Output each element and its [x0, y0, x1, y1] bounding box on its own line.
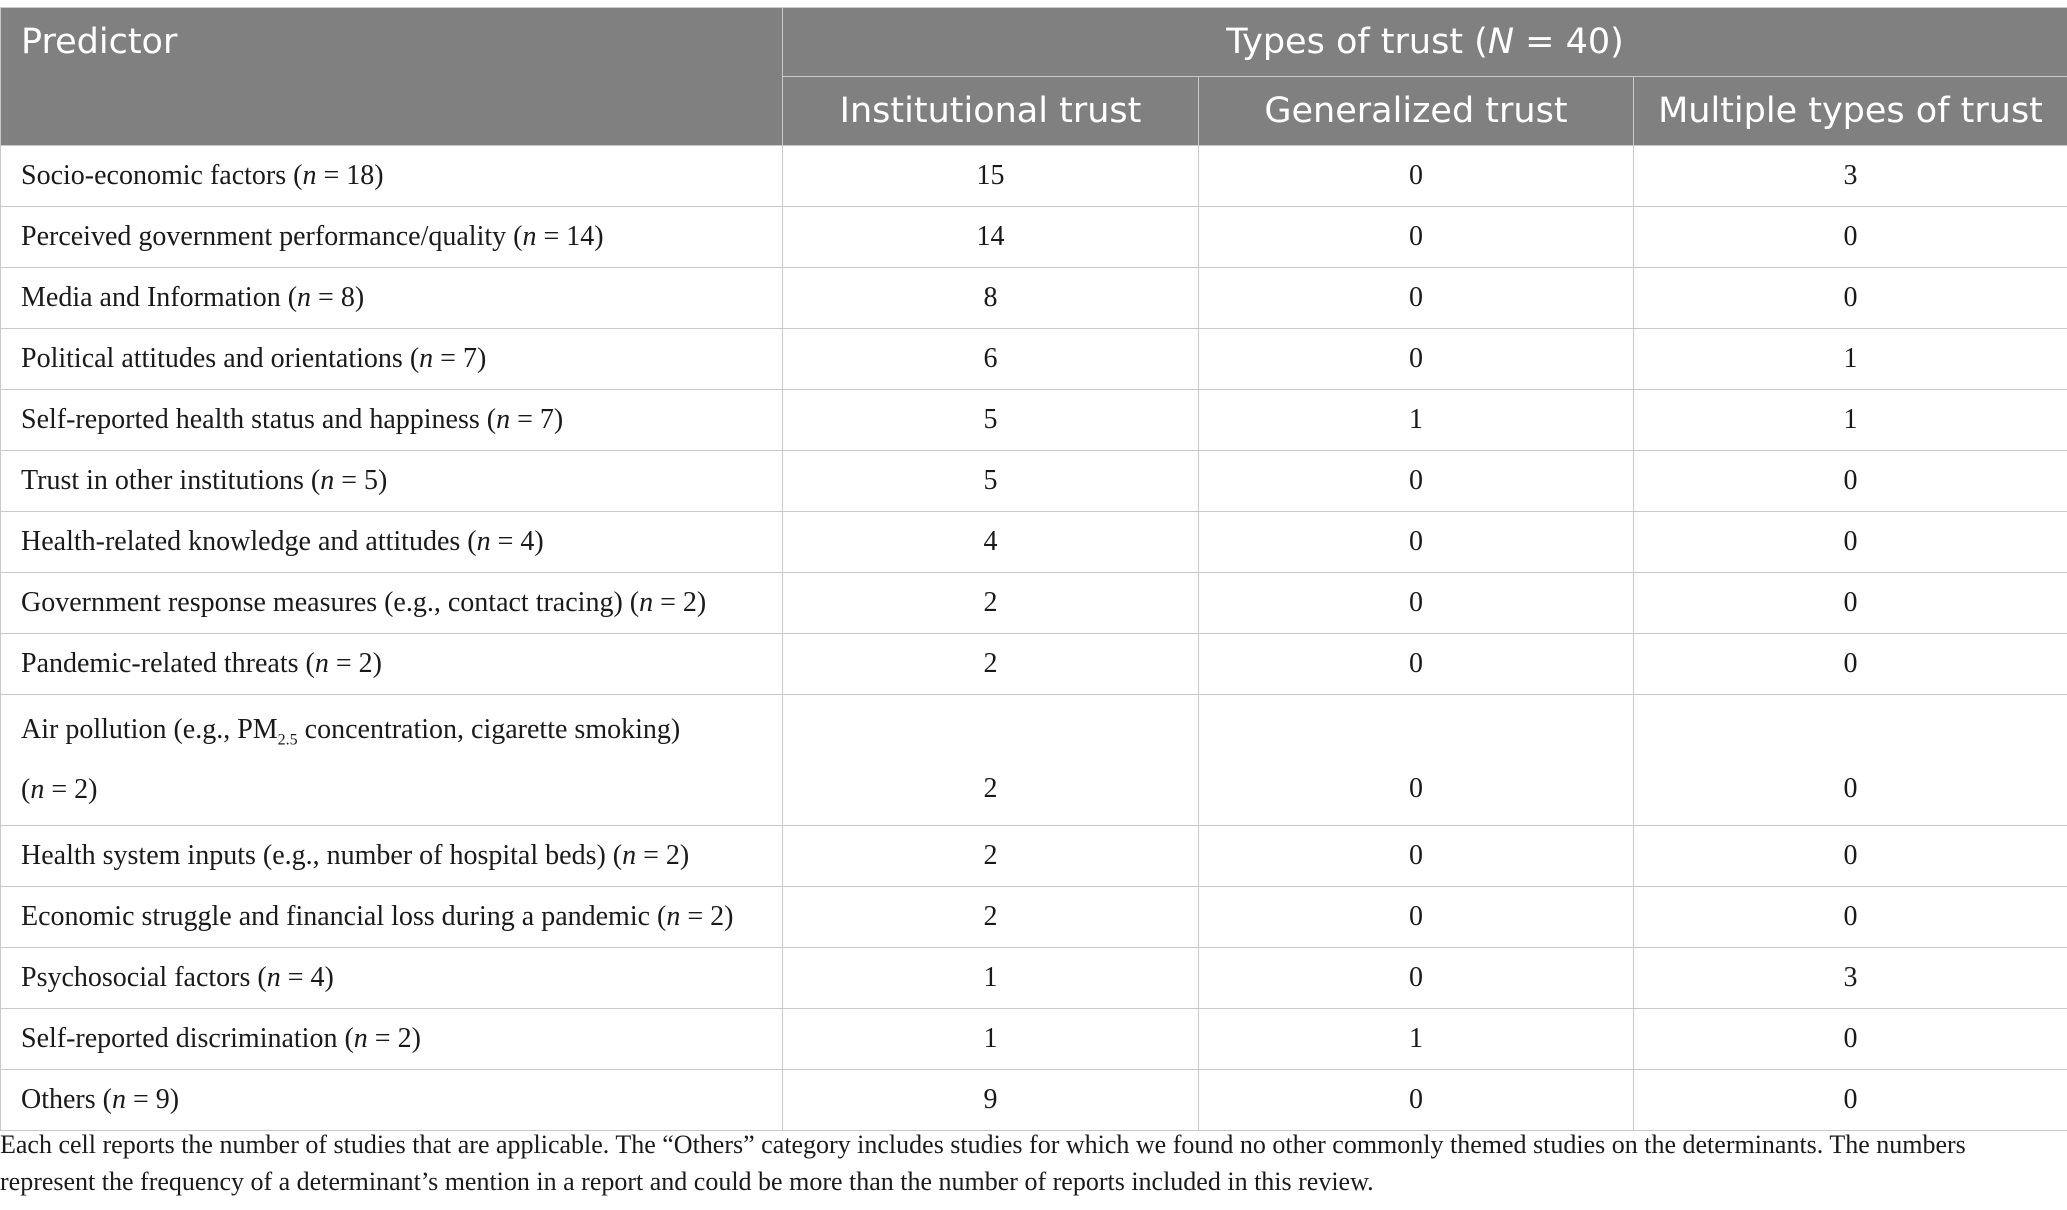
cell-generalized: 0: [1199, 695, 1634, 826]
cell-institutional: 8: [783, 268, 1199, 329]
table-header: [1, 8, 2067, 146]
cell-multiple: 1: [1634, 390, 2067, 451]
cell-institutional: 2: [783, 695, 1199, 826]
trust-predictors-table: [0, 7, 2067, 1131]
types-of-trust-header: Types of trust (N = 40): [783, 8, 2067, 77]
cell-institutional: 4: [783, 512, 1199, 573]
predictor-header: Predictor: [1, 8, 783, 146]
table-row: [1, 390, 2067, 451]
row-label: Media and Information (n = 8): [1, 268, 783, 329]
cell-generalized: 0: [1199, 146, 1634, 207]
cell-institutional: 2: [783, 573, 1199, 634]
table-row: [1, 948, 2067, 1009]
table-row: [1, 207, 2067, 268]
table-row: [1, 573, 2067, 634]
row-label: Socio-economic factors (n = 18): [1, 146, 783, 207]
cell-generalized: 0: [1199, 948, 1634, 1009]
cell-institutional: 2: [783, 887, 1199, 948]
cell-institutional: 9: [783, 1070, 1199, 1131]
cell-multiple: 0: [1634, 1070, 2067, 1131]
cell-institutional: 14: [783, 207, 1199, 268]
generalized-trust-header: Generalized trust: [1199, 77, 1634, 146]
cell-institutional: 1: [783, 948, 1199, 1009]
table-row: [1, 268, 2067, 329]
row-label: Trust in other institutions (n = 5): [1, 451, 783, 512]
cell-institutional: 15: [783, 146, 1199, 207]
cell-multiple: 0: [1634, 826, 2067, 887]
cell-multiple: 1: [1634, 329, 2067, 390]
cell-generalized: 0: [1199, 268, 1634, 329]
cell-generalized: 0: [1199, 634, 1634, 695]
cell-institutional: 6: [783, 329, 1199, 390]
row-label: Others (n = 9): [1, 1070, 783, 1131]
cell-multiple: 0: [1634, 634, 2067, 695]
row-label: Self-reported discrimination (n = 2): [1, 1009, 783, 1070]
cell-institutional: 5: [783, 451, 1199, 512]
row-label: Air pollution (e.g., $PM_{2.5}$ concentration, cigarette smoking) (n = 2): [1, 695, 783, 826]
row-label: Economic struggle and financial loss during a pandemic (n = 2): [1, 887, 783, 948]
table-row: [1, 146, 2067, 207]
table-row: [1, 1070, 2067, 1131]
table-row: [1, 1009, 2067, 1070]
cell-multiple: 0: [1634, 207, 2067, 268]
cell-generalized: 0: [1199, 329, 1634, 390]
row-label: Health-related knowledge and attitudes (n = 4): [1, 512, 783, 573]
cell-generalized: 0: [1199, 573, 1634, 634]
cell-multiple: 0: [1634, 695, 2067, 826]
cell-multiple: 0: [1634, 887, 2067, 948]
cell-multiple: 0: [1634, 268, 2067, 329]
row-label: Health system inputs (e.g., number of hospital beds) (n = 2): [1, 826, 783, 887]
table-row: [1, 329, 2067, 390]
multiple-types-trust-header: Multiple types of trust: [1634, 77, 2067, 146]
cell-multiple: 3: [1634, 948, 2067, 1009]
row-label: Pandemic-related threats (n = 2): [1, 634, 783, 695]
cell-generalized: 0: [1199, 451, 1634, 512]
cell-generalized: 0: [1199, 512, 1634, 573]
cell-generalized: 1: [1199, 1009, 1634, 1070]
row-label: Perceived government performance/quality (n = 14): [1, 207, 783, 268]
cell-generalized: 0: [1199, 887, 1634, 948]
row-label: Government response measures (e.g., contact tracing) (n = 2): [1, 573, 783, 634]
cell-institutional: 2: [783, 826, 1199, 887]
table-row: [1, 451, 2067, 512]
table-row: [1, 512, 2067, 573]
institutional-trust-header: Institutional trust: [783, 77, 1199, 146]
row-label: Psychosocial factors (n = 4): [1, 948, 783, 1009]
cell-generalized: 1: [1199, 390, 1634, 451]
table-row: [1, 634, 2067, 695]
cell-institutional: 5: [783, 390, 1199, 451]
cell-multiple: 0: [1634, 573, 2067, 634]
cell-multiple: 0: [1634, 451, 2067, 512]
cell-institutional: 1: [783, 1009, 1199, 1070]
cell-institutional: 2: [783, 634, 1199, 695]
row-label: Political attitudes and orientations (n = 7): [1, 329, 783, 390]
table-row: [1, 826, 2067, 887]
row-label: Self-reported health status and happiness (n = 7): [1, 390, 783, 451]
cell-multiple: 3: [1634, 146, 2067, 207]
cell-multiple: 0: [1634, 512, 2067, 573]
table-row: [1, 695, 2067, 826]
cell-generalized: 0: [1199, 207, 1634, 268]
cell-generalized: 0: [1199, 1070, 1634, 1131]
cell-generalized: 0: [1199, 826, 1634, 887]
cell-multiple: 0: [1634, 1009, 2067, 1070]
table-body: [1, 146, 2067, 1131]
table-row: [1, 887, 2067, 948]
table-footnote: Each cell reports the number of studies that are applicable. The “Others” category includes studies for which we found no other commonly themed studies on the determinants. The numbers represent the frequency of a determinant’s mention in a report and could be more than the number of reports included in this review.: [0, 1130, 1966, 1196]
